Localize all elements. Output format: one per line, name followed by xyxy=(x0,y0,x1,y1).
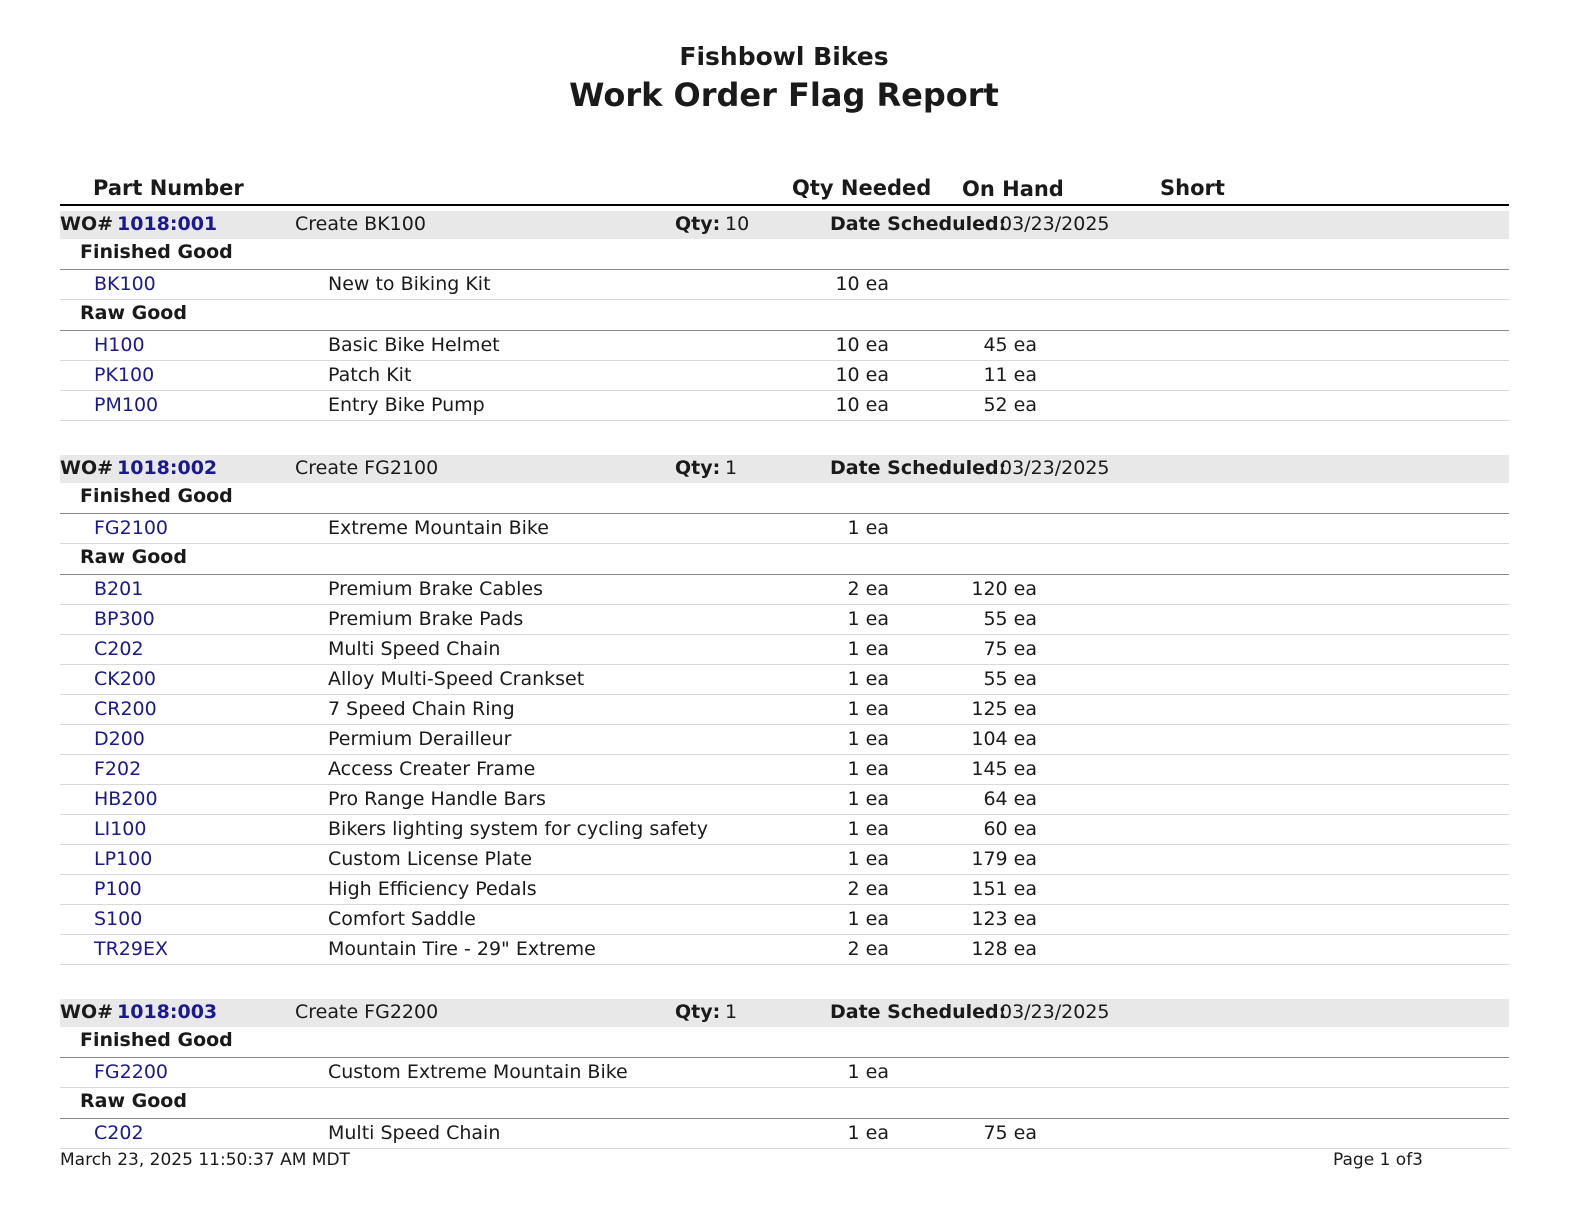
on-hand: 145 ea xyxy=(971,758,1037,780)
wo-number-link[interactable]: 1018:001 xyxy=(117,213,218,235)
part-description: Mountain Tire - 29" Extreme xyxy=(328,938,596,960)
part-number-link[interactable]: TR29EX xyxy=(94,938,169,960)
part-number-link[interactable]: PM100 xyxy=(94,394,159,416)
qty-needed: 1 ea xyxy=(847,848,889,870)
col-part-number: Part Number xyxy=(93,176,244,200)
part-description: Multi Speed Chain xyxy=(328,638,501,660)
part-description: Basic Bike Helmet xyxy=(328,334,500,356)
on-hand: 45 ea xyxy=(983,334,1037,356)
qty-needed: 2 ea xyxy=(847,878,889,900)
item-row xyxy=(60,575,1509,605)
part-description: Pro Range Handle Bars xyxy=(328,788,546,810)
on-hand: 55 ea xyxy=(983,608,1037,630)
part-number-link[interactable]: P100 xyxy=(94,878,142,900)
qty-needed: 1 ea xyxy=(847,1061,889,1083)
part-number-link[interactable]: H100 xyxy=(94,334,145,356)
part-description: Custom Extreme Mountain Bike xyxy=(328,1061,628,1083)
qty-needed: 1 ea xyxy=(847,908,889,930)
raw-good-group-label: Raw Good xyxy=(80,546,187,568)
part-number-link[interactable]: LI100 xyxy=(94,818,147,840)
on-hand: 125 ea xyxy=(971,698,1037,720)
item-row xyxy=(60,514,1509,544)
qty-needed: 1 ea xyxy=(847,818,889,840)
raw-good-group xyxy=(60,1088,1509,1119)
part-description: Permium Derailleur xyxy=(328,728,512,750)
part-number-link[interactable]: CK200 xyxy=(94,668,156,690)
raw-good-group xyxy=(60,544,1509,575)
wo-description: Create BK100 xyxy=(295,213,426,235)
part-description: Alloy Multi-Speed Crankset xyxy=(328,668,585,690)
work-order-list xyxy=(60,211,1509,1183)
raw-good-group-label: Raw Good xyxy=(80,1090,187,1112)
date-scheduled-label: Date Scheduled: xyxy=(830,213,1007,235)
page-number: Page 1 of3 xyxy=(1333,1150,1423,1170)
part-description: Multi Speed Chain xyxy=(328,1122,501,1144)
wo-qty: 10 xyxy=(725,213,750,235)
part-number-link[interactable]: C202 xyxy=(94,1122,144,1144)
date-scheduled-label: Date Scheduled: xyxy=(830,457,1007,479)
qty-needed: 1 ea xyxy=(847,788,889,810)
wo-label: WO# xyxy=(60,213,114,235)
column-header xyxy=(60,174,1509,206)
company-name: Fishbowl Bikes xyxy=(679,42,889,71)
item-row xyxy=(60,905,1509,935)
part-number-link[interactable]: HB200 xyxy=(94,788,158,810)
part-description: Patch Kit xyxy=(328,364,412,386)
on-hand: 64 ea xyxy=(983,788,1037,810)
date-scheduled-label: Date Scheduled: xyxy=(830,1001,1007,1023)
wo-qty: 1 xyxy=(725,1001,738,1023)
part-description: Access Creater Frame xyxy=(328,758,536,780)
on-hand: 151 ea xyxy=(971,878,1037,900)
item-row xyxy=(60,755,1509,785)
finished-good-group xyxy=(60,1027,1509,1058)
on-hand: 60 ea xyxy=(983,818,1037,840)
part-description: 7 Speed Chain Ring xyxy=(328,698,515,720)
col-short: Short xyxy=(1160,176,1225,200)
work-order-section xyxy=(60,455,1509,965)
on-hand: 179 ea xyxy=(971,848,1037,870)
part-description: Premium Brake Cables xyxy=(328,578,543,600)
qty-needed: 1 ea xyxy=(847,517,889,539)
part-number-link[interactable]: S100 xyxy=(94,908,143,930)
qty-needed: 1 ea xyxy=(847,758,889,780)
part-number-link[interactable]: CR200 xyxy=(94,698,157,720)
qty-label: Qty: xyxy=(675,1001,721,1023)
qty-needed: 10 ea xyxy=(835,334,889,356)
on-hand: 75 ea xyxy=(983,1122,1037,1144)
part-description: Bikers lighting system for cycling safety xyxy=(328,818,708,840)
part-number-link[interactable]: LP100 xyxy=(94,848,153,870)
part-number-link[interactable]: PK100 xyxy=(94,364,155,386)
qty-needed: 1 ea xyxy=(847,638,889,660)
finished-good-group xyxy=(60,239,1509,270)
part-number-link[interactable]: D200 xyxy=(94,728,145,750)
qty-needed: 10 ea xyxy=(835,394,889,416)
on-hand: 75 ea xyxy=(983,638,1037,660)
on-hand: 123 ea xyxy=(971,908,1037,930)
item-row xyxy=(60,391,1509,421)
qty-needed: 2 ea xyxy=(847,938,889,960)
finished-good-group xyxy=(60,483,1509,514)
part-number-link[interactable]: FG2200 xyxy=(94,1061,169,1083)
wo-number-link[interactable]: 1018:002 xyxy=(117,457,218,479)
part-description: Comfort Saddle xyxy=(328,908,476,930)
date-scheduled-value: 03/23/2025 xyxy=(1000,457,1110,479)
item-row xyxy=(60,785,1509,815)
part-description: New to Biking Kit xyxy=(328,273,491,295)
raw-good-group-label: Raw Good xyxy=(80,302,187,324)
part-description: High Efficiency Pedals xyxy=(328,878,537,900)
report-title: Work Order Flag Report xyxy=(569,76,999,114)
date-scheduled-value: 03/23/2025 xyxy=(1000,213,1110,235)
wo-description: Create FG2200 xyxy=(295,1001,439,1023)
col-qty-needed: Qty Needed xyxy=(792,176,932,200)
item-row xyxy=(60,361,1509,391)
item-row xyxy=(60,605,1509,635)
item-row xyxy=(60,1058,1509,1088)
work-order-header xyxy=(60,455,1509,483)
item-row xyxy=(60,635,1509,665)
item-row xyxy=(60,695,1509,725)
on-hand: 120 ea xyxy=(971,578,1037,600)
item-row xyxy=(60,725,1509,755)
qty-label: Qty: xyxy=(675,213,721,235)
on-hand: 55 ea xyxy=(983,668,1037,690)
qty-needed: 1 ea xyxy=(847,728,889,750)
work-order-section xyxy=(60,211,1509,421)
work-order-section xyxy=(60,999,1509,1149)
item-row xyxy=(60,875,1509,905)
work-order-header xyxy=(60,211,1509,239)
date-scheduled-value: 03/23/2025 xyxy=(1000,1001,1110,1023)
finished-good-group-label: Finished Good xyxy=(80,241,233,263)
qty-needed: 2 ea xyxy=(847,578,889,600)
qty-needed: 10 ea xyxy=(835,273,889,295)
part-description: Extreme Mountain Bike xyxy=(328,517,549,539)
qty-label: Qty: xyxy=(675,457,721,479)
part-number-link[interactable]: BK100 xyxy=(94,273,156,295)
on-hand: 128 ea xyxy=(971,938,1037,960)
print-timestamp: March 23, 2025 11:50:37 AM MDT xyxy=(60,1150,350,1170)
on-hand: 11 ea xyxy=(983,364,1037,386)
qty-needed: 10 ea xyxy=(835,364,889,386)
part-description: Custom License Plate xyxy=(328,848,533,870)
part-number-link[interactable]: FG2100 xyxy=(94,517,169,539)
part-description: Premium Brake Pads xyxy=(328,608,524,630)
raw-good-group xyxy=(60,300,1509,331)
qty-needed: 1 ea xyxy=(847,698,889,720)
part-number-link[interactable]: B201 xyxy=(94,578,144,600)
qty-needed: 1 ea xyxy=(847,1122,889,1144)
wo-number-link[interactable]: 1018:003 xyxy=(117,1001,218,1023)
col-on-hand: On Hand xyxy=(962,177,1064,201)
qty-needed: 1 ea xyxy=(847,668,889,690)
item-row xyxy=(60,331,1509,361)
part-number-link[interactable]: BP300 xyxy=(94,608,155,630)
part-description: Entry Bike Pump xyxy=(328,394,485,416)
item-row xyxy=(60,270,1509,300)
wo-label: WO# xyxy=(60,457,114,479)
finished-good-group-label: Finished Good xyxy=(80,485,233,507)
part-number-link[interactable]: F202 xyxy=(94,758,142,780)
item-row xyxy=(60,815,1509,845)
item-row xyxy=(60,935,1509,965)
work-order-header xyxy=(60,999,1509,1027)
wo-label: WO# xyxy=(60,1001,114,1023)
wo-description: Create FG2100 xyxy=(295,457,439,479)
item-row xyxy=(60,665,1509,695)
item-row xyxy=(60,845,1509,875)
qty-needed: 1 ea xyxy=(847,608,889,630)
finished-good-group-label: Finished Good xyxy=(80,1029,233,1051)
part-number-link[interactable]: C202 xyxy=(94,638,144,660)
on-hand: 104 ea xyxy=(971,728,1037,750)
wo-qty: 1 xyxy=(725,457,738,479)
item-row xyxy=(60,1119,1509,1149)
on-hand: 52 ea xyxy=(983,394,1037,416)
